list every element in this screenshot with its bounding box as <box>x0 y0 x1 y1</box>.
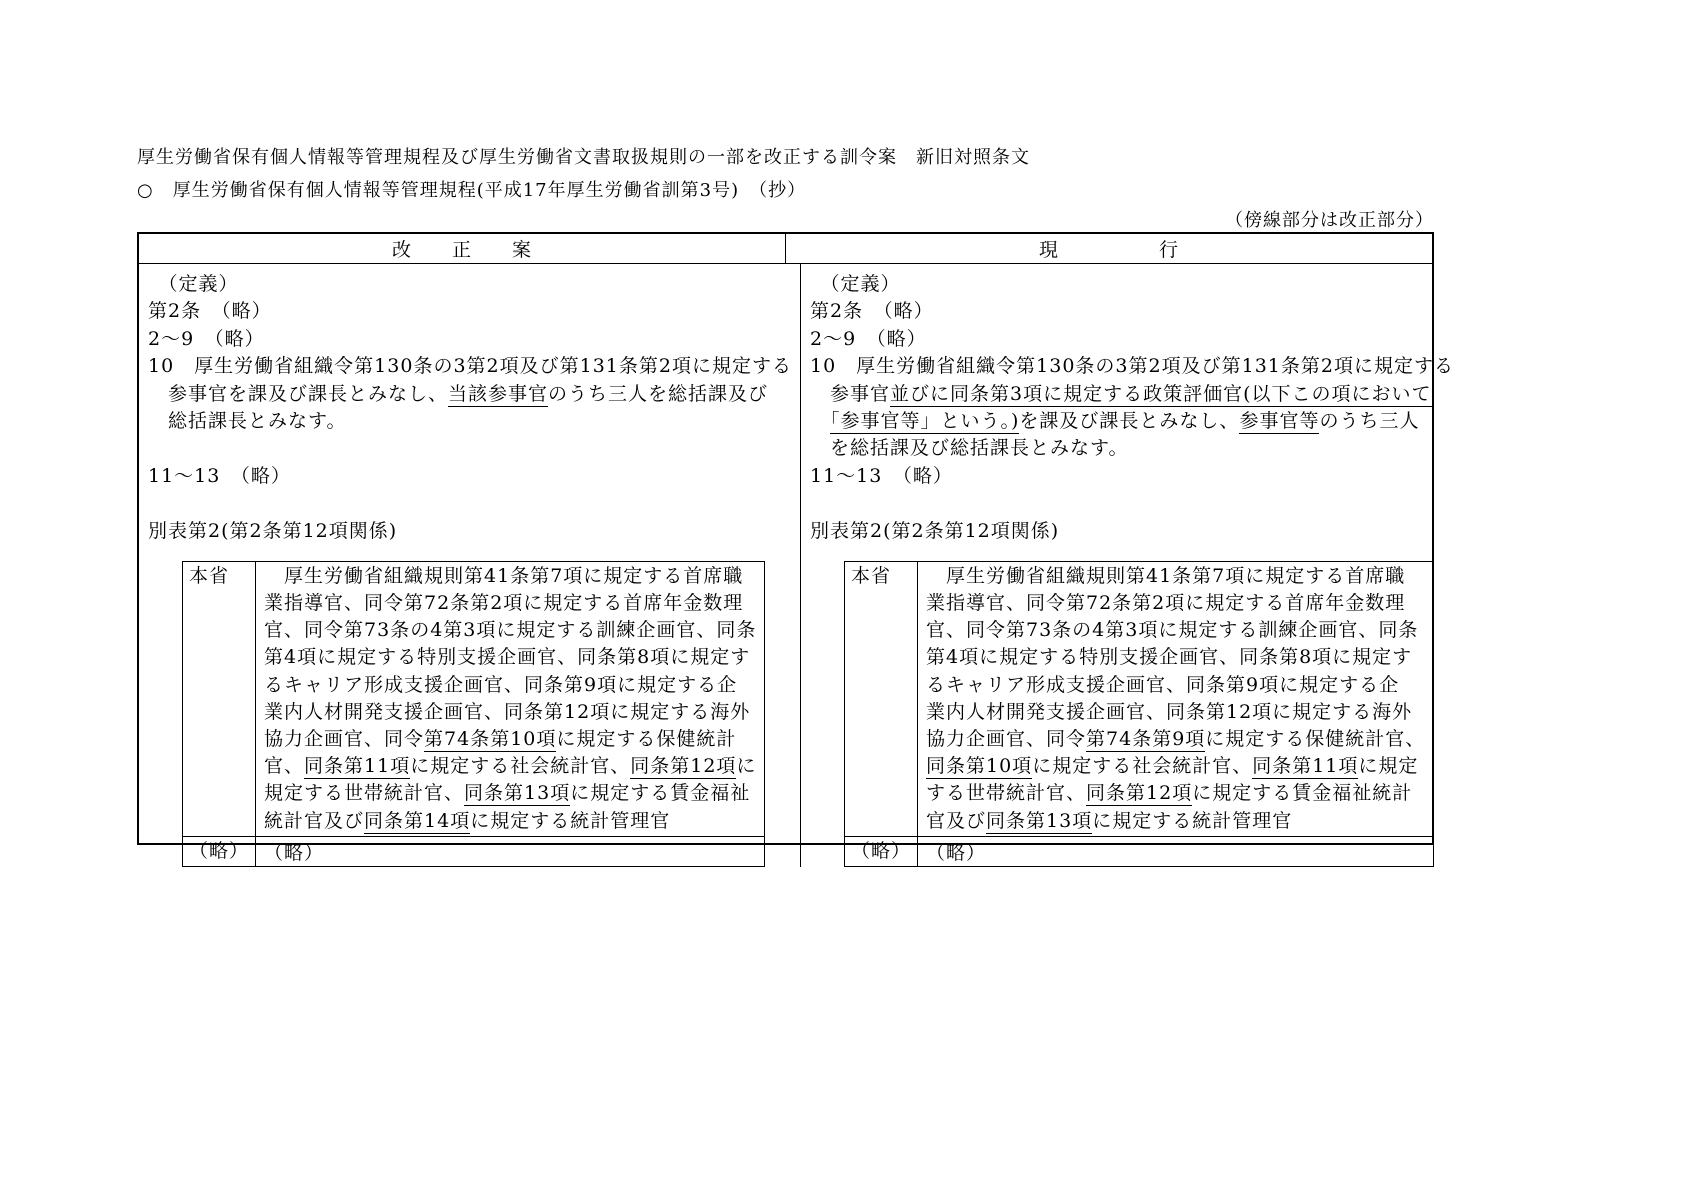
annex-table-left <box>182 561 765 867</box>
annex-row-omitted <box>844 836 1433 866</box>
text-line <box>148 490 792 517</box>
comparison-table-body <box>139 264 1454 867</box>
text-line: 業内人材開発支援企画官、同条第12項に規定する海外 <box>926 700 1413 723</box>
text-line: 10 厚生労働省組織令第130条の3第2項及び第131条第2項に規定する <box>148 355 792 378</box>
annex-content-left <box>256 561 765 836</box>
text-line: 10 厚生労働省組織令第130条の3第2項及び第131条第2項に規定する <box>809 355 1454 378</box>
underlined-revision-text: 同条第13項 <box>986 809 1093 832</box>
text-line: 第2条 （略） <box>809 300 934 323</box>
text-line: 厚生労働省組織規則第41条第7項に規定する首席職 <box>926 564 1406 587</box>
annex-label-omitted: （略） <box>183 836 256 866</box>
annex-label-honsho: 本省 <box>183 561 256 836</box>
underlined-revision-text: 同条第12項 <box>1086 782 1193 805</box>
text-line: るキャリア形成支援企画官、同条第9項に規定する企 <box>926 673 1400 696</box>
underlined-revision-text: 第74条第10項 <box>424 728 557 751</box>
amended-draft-text <box>148 271 792 545</box>
underlined-revision-text: 当該参事官 <box>448 382 549 405</box>
underlined-revision-text: 第74条第9項 <box>1086 728 1206 751</box>
amended-draft-column <box>139 264 800 867</box>
text-line: 官、同令第73条の4第3項に規定する訓練企画官、同条 <box>926 619 1419 642</box>
text-line: 別表第2(第2条第12項関係) <box>809 519 1060 542</box>
header-amended-draft: 改 正 案 <box>391 239 532 261</box>
annex-row-main <box>844 561 1433 836</box>
comparison-table-header <box>139 234 1432 264</box>
current-column <box>800 264 1462 867</box>
text-line: 同条第10項に規定する社会統計官、同条第11項に規定 <box>926 755 1419 778</box>
underlined-revision-text: 同条第11項 <box>304 755 411 778</box>
underlined-revision-text: 同条第11項 <box>1252 755 1359 778</box>
underlined-revision-text: 並びに同条第3項に規定する政策評価官(以下この項において <box>890 382 1432 405</box>
text-line: 厚生労働省組織規則第41条第7項に規定する首席職 <box>264 564 744 587</box>
text-line: 協力企画官、同令第74条第10項に規定する保健統計 <box>264 728 737 751</box>
annex-row-main <box>183 561 765 836</box>
text-line: 協力企画官、同令第74条第9項に規定する保健統計官、 <box>926 728 1426 751</box>
text-line: 業指導官、同令第72条第2項に規定する首席年金数理 <box>264 592 744 615</box>
text-line: 別表第2(第2条第12項関係) <box>148 519 398 542</box>
underlined-revision-text: 「参事官等」という。) <box>830 409 1020 432</box>
text-line: 総括課長とみなす。 <box>148 409 347 432</box>
text-line: 業内人材開発支援企画官、同条第12項に規定する海外 <box>264 700 751 723</box>
text-line: 規定する世帯統計官、同条第13項に規定する賃金福祉 <box>264 782 751 805</box>
text-line: 2～9 （略） <box>809 327 927 350</box>
text-line: （定義） <box>809 273 901 295</box>
underlined-revision-text: 同条第10項 <box>926 755 1033 778</box>
underlined-revision-text: 同条第13項 <box>464 782 571 805</box>
text-line: 「参事官等」という。)を課及び課長とみなし、参事官等のうち三人 <box>830 409 1420 432</box>
text-line: する世帯統計官、同条第12項に規定する賃金福祉統計 <box>926 782 1413 805</box>
header-current: 現 行 <box>785 234 1432 263</box>
annex-label-honsho: 本省 <box>844 561 917 836</box>
text-line: 官、同条第11項に規定する社会統計官、同条第12項に <box>264 755 757 778</box>
text-line: 官及び同条第13項に規定する統計管理官 <box>926 809 1293 832</box>
current-text <box>810 271 1454 545</box>
annex-content-omitted: （略） <box>256 836 765 866</box>
underlined-revision-text: 参事官等 <box>1239 409 1320 432</box>
underlined-revision-text: 同条第14項 <box>364 809 471 832</box>
text-line: 官、同令第73条の4第3項に規定する訓練企画官、同条 <box>264 619 757 642</box>
text-line: を総括課及び総括課長とみなす。 <box>809 437 1129 460</box>
text-line: 11～13 （略） <box>809 464 953 487</box>
text-line: 参事官を課及び課長とみなし、当該参事官のうち三人を総括課及び <box>148 382 769 405</box>
annex-table-right <box>844 561 1434 867</box>
text-line: 統計官及び同条第14項に規定する統計管理官 <box>264 809 671 832</box>
annex-content-omitted: （略） <box>918 836 1434 866</box>
comparison-table <box>137 232 1454 864</box>
document-title: 厚生労働省保有個人情報等管理規程及び厚生労働省文書取扱規則の一部を改正する訓令案 新旧対照条文 <box>137 147 1030 168</box>
text-line: るキャリア形成支援企画官、同条第9項に規定する企 <box>264 673 738 696</box>
text-line: 第4項に規定する特別支援企画官、同条第8項に規定す <box>926 646 1413 669</box>
underlined-revision-text: 同条第12項 <box>630 755 737 778</box>
text-line: 11～13 （略） <box>148 464 291 487</box>
text-line <box>810 490 1454 517</box>
annex-label-omitted: （略） <box>844 836 917 866</box>
text-line: （定義） <box>148 273 239 295</box>
annex-content-right <box>918 561 1434 836</box>
revision-note: （傍線部分は改正部分） <box>1225 210 1434 231</box>
text-line: 第4項に規定する特別支援企画官、同条第8項に規定す <box>264 646 751 669</box>
document-subtitle: ○ 厚生労働省保有個人情報等管理規程(平成17年厚生労働省訓第3号) （抄） <box>137 180 807 201</box>
text-line <box>148 435 792 462</box>
text-line: 第2条 （略） <box>148 300 272 323</box>
annex-row-omitted <box>183 836 765 866</box>
text-line: 業指導官、同令第72条第2項に規定する首席年金数理 <box>926 592 1406 615</box>
text-line: 2～9 （略） <box>148 327 265 350</box>
text-line: 参事官並びに同条第3項に規定する政策評価官(以下この項において <box>809 382 1432 405</box>
